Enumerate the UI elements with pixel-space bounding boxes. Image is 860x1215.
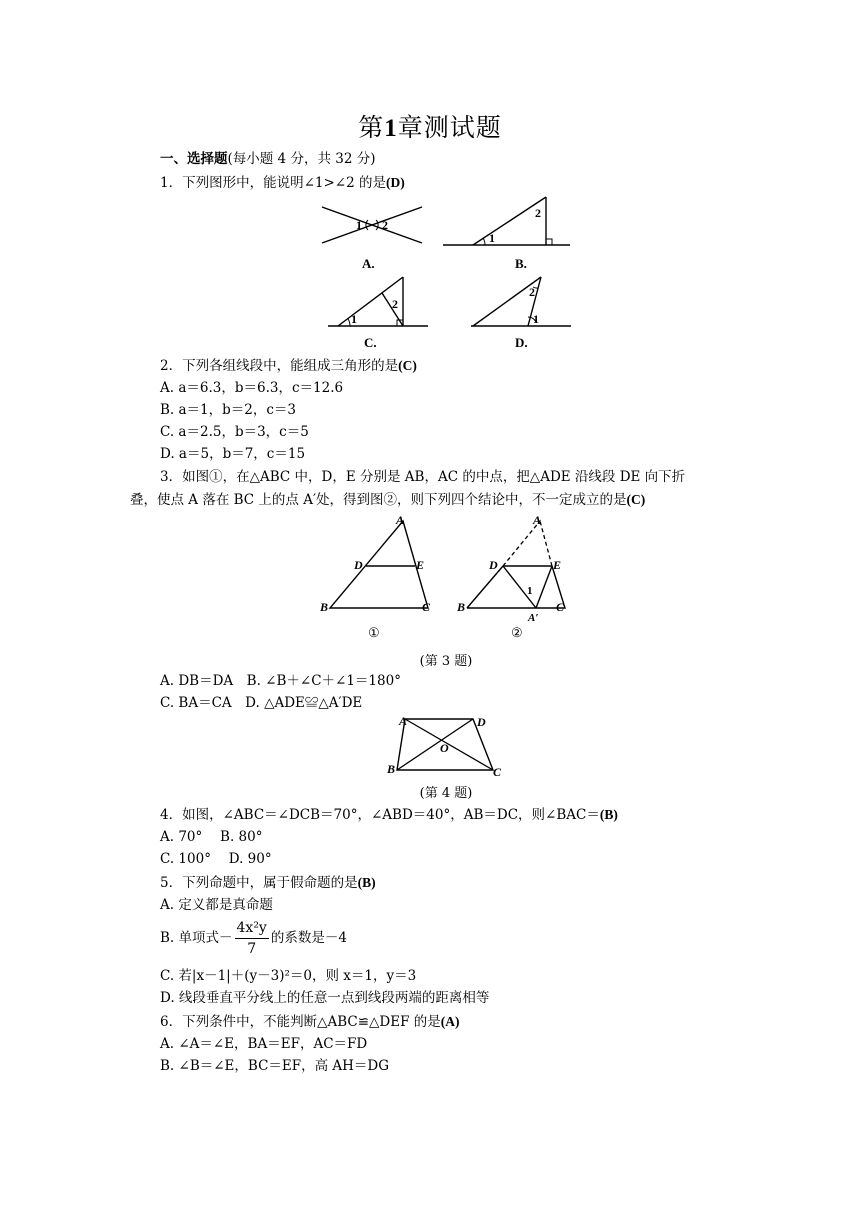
q4-options-ab: A. 70° B. 80° xyxy=(160,829,263,845)
svg-text:1: 1 xyxy=(533,312,539,326)
q2-option-b: B. a＝1，b＝2，c＝3 xyxy=(160,402,297,418)
svg-text:D: D xyxy=(477,715,486,729)
svg-text:A.: A. xyxy=(362,256,375,271)
fraction: $\frac{\text{4x²y}}{7}$ xyxy=(236,920,267,957)
svg-text:1: 1 xyxy=(527,585,533,597)
q6-option-a: A. ∠A＝∠E，BA＝EF，AC＝FD xyxy=(160,1036,368,1052)
svg-text:E: E xyxy=(416,558,425,572)
section-heading: 一、选择题(每小题 4 分，共 32 分) xyxy=(160,151,376,167)
svg-text:C: C xyxy=(493,765,502,779)
question-5-stem: 5．下列命题中，属于假命题的是(B) xyxy=(160,875,376,891)
svg-text:C: C xyxy=(556,600,565,614)
svg-text:2: 2 xyxy=(535,206,541,220)
svg-text:O: O xyxy=(440,741,449,755)
svg-text:D: D xyxy=(354,558,363,572)
svg-text:1: 1 xyxy=(356,218,362,232)
question-2-stem: 2．下列各组线段中，能组成三角形的是(C) xyxy=(160,358,417,374)
q1-figure-b xyxy=(443,195,573,275)
q5-option-a: A. 定义都是真命题 xyxy=(160,897,273,913)
question-4-stem: 4．如图，∠ABC＝∠DCB＝70°，∠ABD＝40°，AB＝DC，则∠BAC＝(B) xyxy=(160,807,618,823)
svg-text:D.: D. xyxy=(515,335,528,350)
q5-option-b: B. 单项式－ $\frac{\text{4x²y}}{7}$ 的系数是－4 xyxy=(160,920,347,957)
svg-text:1: 1 xyxy=(489,231,495,245)
q4-options-cd: C. 100° D. 90° xyxy=(160,851,272,867)
q1-figure-c xyxy=(328,275,433,355)
q3-figure-1 xyxy=(318,513,438,643)
q4-caption: (第 4 题) xyxy=(419,786,473,801)
question-1-stem: 1．下列图形中，能说明∠1>∠2 的是(D) xyxy=(160,175,405,191)
q3-options-ab: A. DB＝DA B. ∠B＋∠C＋∠1＝180° xyxy=(160,673,401,689)
q3-figure-2 xyxy=(455,513,575,643)
svg-text:2: 2 xyxy=(392,297,398,311)
svg-text:B.: B. xyxy=(515,256,527,271)
svg-text:②: ② xyxy=(511,625,523,640)
svg-text:B: B xyxy=(387,762,396,776)
svg-text:B: B xyxy=(320,600,329,614)
q2-option-a: A. a＝6.3，b＝6.3，c＝12.6 xyxy=(160,380,344,396)
svg-text:A: A xyxy=(399,714,408,728)
page-title: 第1章测试题 xyxy=(358,113,502,142)
q3-caption: (第 3 题) xyxy=(419,654,473,669)
question-3-line2: 叠，使点 A 落在 BC 上的点 A′处，得到图②，则下列四个结论中，不一定成立的是(C) xyxy=(130,492,646,508)
question-3-line1: 3．如图①，在△ABC 中，D，E 分别是 AB，AC 的中点，把△ADE 沿线段 DE 向下折 xyxy=(160,469,686,485)
svg-text:E: E xyxy=(553,558,562,572)
svg-text:①: ① xyxy=(368,625,380,640)
svg-text:1: 1 xyxy=(351,312,357,326)
svg-text:B: B xyxy=(457,600,466,614)
svg-text:2: 2 xyxy=(382,218,388,232)
q6-option-b: B. ∠B＝∠E，BC＝EF，高 AH＝DG xyxy=(160,1058,390,1074)
q4-figure xyxy=(385,713,515,783)
svg-text:A: A xyxy=(396,513,405,527)
q3-options-cd: C. BA＝CA D. △ADE≌△A′DE xyxy=(160,695,363,711)
svg-text:C.: C. xyxy=(364,335,377,350)
q1-figure-a xyxy=(318,205,428,275)
svg-text:A: A xyxy=(533,513,542,527)
svg-text:C: C xyxy=(422,600,431,614)
q2-option-d: D. a＝5，b＝7，c＝15 xyxy=(160,446,306,462)
q5-option-d: D. 线段垂直平分线上的任意一点到线段两端的距离相等 xyxy=(160,990,490,1006)
q1-figure-d xyxy=(471,275,576,355)
question-6-stem: 6．下列条件中，不能判断△ABC≌△DEF 的是(A) xyxy=(160,1014,460,1030)
svg-text:A′: A′ xyxy=(528,612,539,624)
svg-text:D: D xyxy=(489,558,498,572)
svg-text:2: 2 xyxy=(529,285,535,299)
q5-option-c: C. 若|x－1|＋(y－3)²＝0，则 x＝1，y＝3 xyxy=(160,968,417,984)
q2-option-c: C. a＝2.5，b＝3，c＝5 xyxy=(160,424,309,440)
